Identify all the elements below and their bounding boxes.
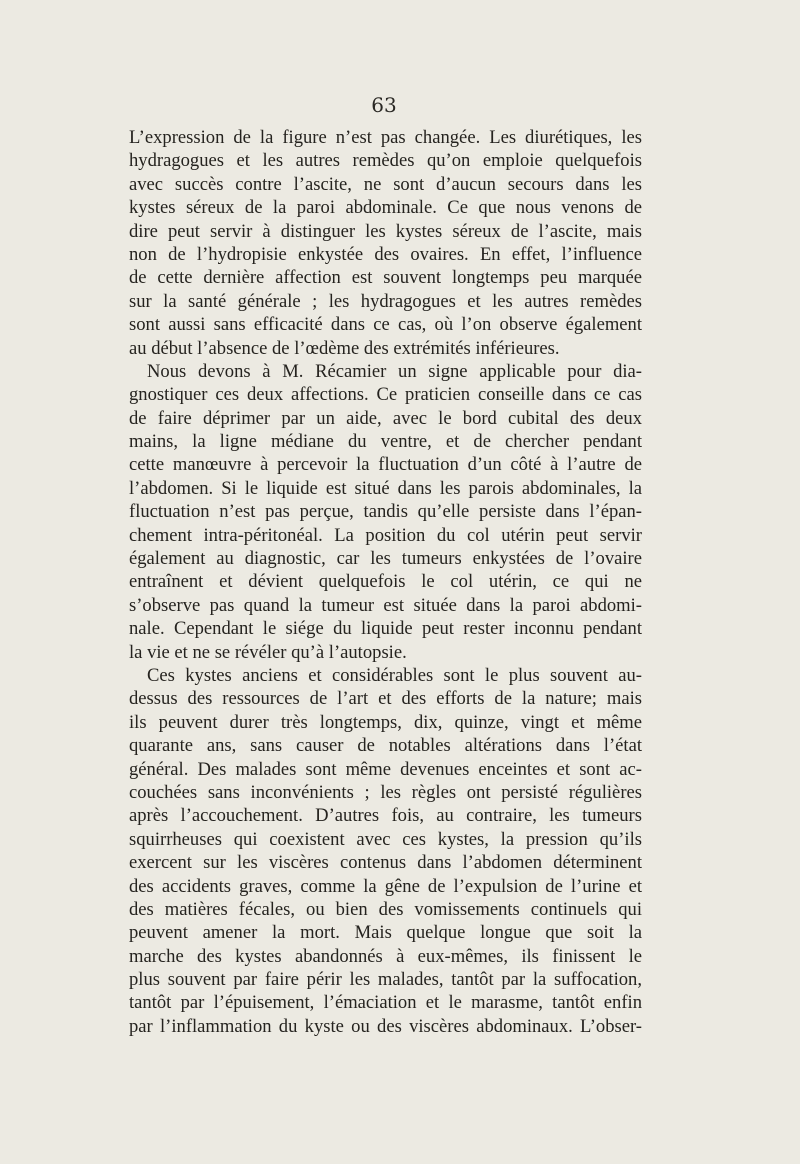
text-line: fluctuation n’est pas perçue, tandis qu’elle persiste dans l’épan-: [129, 501, 642, 523]
text-line: hydragogues et les autres remèdes qu’on emploie quelquefois: [129, 150, 642, 172]
text-line: kystes séreux de la paroi abdominale. Ce que nous venons de: [129, 197, 642, 219]
text-line: de faire déprimer par un aide, avec le bord cubital des deux: [129, 407, 642, 429]
text-line: s’observe pas quand la tumeur est située dans la paroi abdomi-: [129, 594, 642, 616]
text-line: des accidents graves, comme la gêne de l’expulsion de l’urine et: [129, 875, 642, 897]
text-line: entraînent et dévient quelquefois le col utérin, ce qui ne: [129, 571, 642, 593]
text-line: nale. Cependant le siége du liquide peut rester inconnu pendant: [129, 618, 642, 640]
text-line: de cette dernière affection est souvent longtemps peu marquée: [129, 267, 642, 289]
text-line: la vie et ne se révéler qu’à l’autopsie.: [129, 641, 407, 663]
text-line: quarante ans, sans causer de notables altérations dans l’état: [129, 735, 642, 757]
text-line: sur la santé générale ; les hydragogues et les autres remèdes: [129, 290, 642, 312]
text-line: Nous devons à M. Récamier un signe applicable pour dia-: [147, 360, 642, 382]
text-line: couchées sans inconvénients ; les règles ont persisté régulières: [129, 781, 642, 803]
text-line: squirrheuses qui coexistent avec ces kystes, la pression qu’ils: [129, 828, 642, 850]
text-line: marche des kystes abandonnés à eux-mêmes, ils finissent le: [129, 945, 642, 967]
text-line: par l’inflammation du kyste ou des viscères abdominaux. L’obser-: [129, 1015, 642, 1037]
text-line: exercent sur les viscères contenus dans l’abdomen déterminent: [129, 852, 642, 874]
page-number: 63: [371, 93, 397, 117]
text-line: mains, la ligne médiane du ventre, et de chercher pendant: [129, 431, 642, 453]
text-line: général. Des malades sont même devenues enceintes et sont ac-: [129, 758, 642, 780]
body-text: [129, 126, 642, 1038]
text-line: au début l’absence de l’œdème des extrémités inférieures.: [129, 337, 560, 359]
text-line: l’abdomen. Si le liquide est situé dans les parois abdominales, la: [129, 477, 642, 499]
text-line: cette manœuvre à percevoir la fluctuation d’un côté à l’autre de: [129, 454, 642, 476]
text-line: plus souvent par faire périr les malades, tantôt par la suffocation,: [129, 969, 642, 991]
text-line: après l’accouchement. D’autres fois, au contraire, les tumeurs: [129, 805, 642, 827]
text-line: peuvent amener la mort. Mais quelque longue que soit la: [129, 922, 642, 944]
text-line: également au diagnostic, car les tumeurs enkystées de l’ovaire: [129, 548, 642, 570]
text-line: dessus des ressources de l’art et des efforts de la nature; mais: [129, 688, 642, 710]
text-line: tantôt par l’épuisement, l’émaciation et le marasme, tantôt enfin: [129, 992, 642, 1014]
text-line: sont aussi sans efficacité dans ce cas, où l’on observe également: [129, 314, 642, 336]
text-line: dire peut servir à distinguer les kystes séreux de l’ascite, mais: [129, 220, 642, 242]
text-line: L’expression de la figure n’est pas changée. Les diurétiques, les: [129, 127, 642, 148]
text-line: des matières fécales, ou bien des vomissements continuels qui: [129, 898, 642, 920]
text-line: avec succès contre l’ascite, ne sont d’aucun secours dans les: [129, 173, 642, 195]
text-line: Ces kystes anciens et considérables sont le plus souvent au-: [147, 664, 642, 686]
text-line: gnostiquer ces deux affections. Ce praticien conseille dans ce cas: [129, 384, 642, 406]
text-line: chement intra-péritonéal. La position du col utérin peut servir: [129, 524, 642, 546]
text-line: non de l’hydropisie enkystée des ovaires. En effet, l’influence: [129, 243, 642, 265]
text-line: ils peuvent durer très longtemps, dix, quinze, vingt et même: [129, 711, 642, 733]
